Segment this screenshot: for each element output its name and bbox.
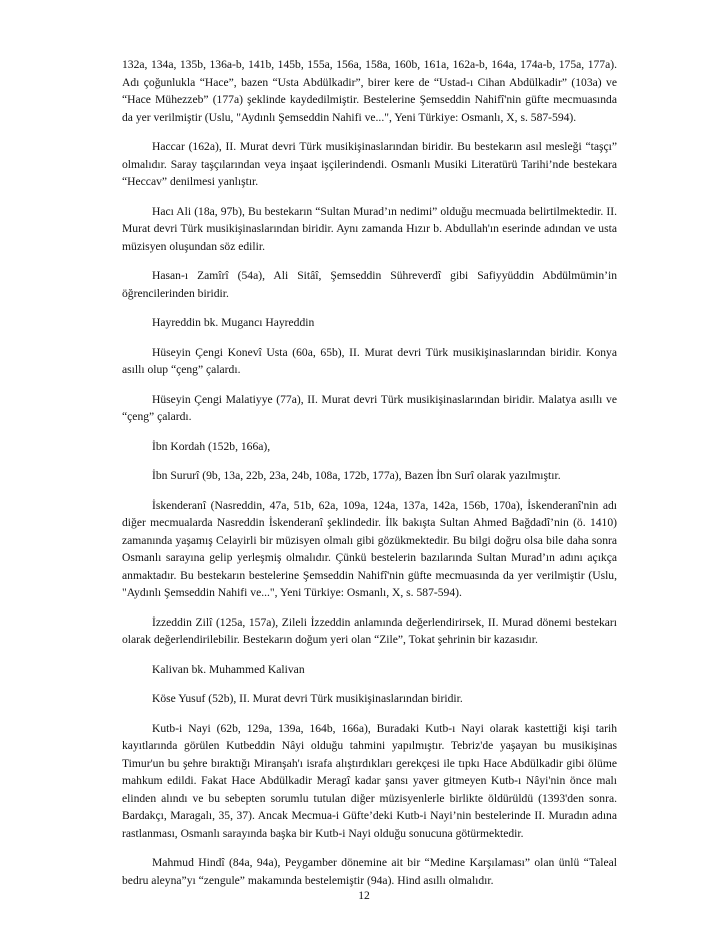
paragraph: Hüseyin Çengi Malatiyye (77a), II. Murat devri Türk musikişinaslarından biridir. Malatya asıllı ve “çeng” çalardı. — [122, 392, 617, 423]
paragraph: Kutb-i Nayi (62b, 129a, 139a, 164b, 166a), Buradaki Kutb-ı Nayi olarak kastettiği kişi tarih kayıtlarında görülen Kutbeddin Nâyi olduğu tahmini yapılmıştır. Tebriz'de yaşayan bu musikişinas Timur'un bu şehre bıraktığı Miranşah'ı israfa alıştırdıkları gerekçesi ile tıpkı Hace Abdülkadir gibi ölüme mahkum edildi. Fakat Hace Abdülkadir Meragî kadar şansı yaver gitmeyen Kutb-ı Nâyi'nin önce malı elinden alındı ve bu sebepten sorumlu tutulan diğer müzisyenlerle birlikte öldürüldü (1393'den sonra. Bardakçı, Maragalı, 35, 37). Ancak Mecmua-i Güfte’deki Kutb-i Nayi’nin bestelerinde II. Muradın adına rastlanması, Osmanlı sarayında başka bir Kutb-i Nayi olduğu sonucuna götürmektedir. — [122, 721, 617, 840]
paragraph: Hacı Ali (18a, 97b), Bu bestekarın “Sultan Murad’ın nedimi” olduğu mecmuada belirtilmektedir. II. Murat devri Türk musikişinaslarından biridir. Aynı zamanda Hızır b. Abdullah'ın eserinde adından ve usta müzisyen oluşundan söz edilir. — [122, 204, 617, 253]
paragraph: Köse Yusuf (52b), II. Murat devri Türk musikişinaslarından biridir. — [152, 692, 463, 705]
page-body — [122, 56, 617, 901]
paragraph: Kalivan bk. Muhammed Kalivan — [152, 662, 305, 676]
paragraph: Hasan-ı Zamîrî (54a), Ali Sitâî, Şemseddin Sühreverdî gibi Safiyyüddin Abdülmümin’in öğrencilerinden biridir. — [122, 269, 617, 300]
paragraph: İskenderanî (Nasreddin, 47a, 51b, 62a, 109a, 124a, 137a, 142a, 156b, 170a), İskenderanî'nin adı diğer mecmualarda Nasreddin İskenderanî şeklindedir. İlk bakışta Sultan Ahmed Bağdadî’nin (ö. 1410) zamanında yaşamış Celayirli bir müzisyen olmalı gibi gözükmektedir. Bu bilgi doğru olsa bile daha sonra Osmanlı sarayına gelip yerleşmiş olmalıdır. Çünkü bestelerin bazılarında Sultan Murad’ın adını açıkça anmaktadır. Bu bestekarın bestelerine Şemseddin Nahifî'nin güfte mecmuasında da yer verilmiştir (Uslu, "Aydınlı Şemseddin Nahifi ve...", Yeni Türkiye: Osmanlı, X, s. 587-594). — [122, 498, 617, 599]
paragraph: Hüseyin Çengi Konevî Usta (60a, 65b), II. Murat devri Türk musikişinaslarından biridir. Konya asıllı olup “çeng” çalardı. — [122, 345, 617, 376]
paragraph: İbn Kordah (152b, 166a), — [152, 439, 271, 453]
page-number: 12 — [358, 889, 370, 902]
paragraph: İzzeddin Zilî (125a, 157a), Zileli İzzeddin anlamında değerlendirirsek, II. Murad dönemi bestekarı olarak değerlendirilebilir. Bestekarın doğum yeri olan “Zile”, Tokat şehrinin bir kazasıdır. — [122, 615, 617, 646]
paragraph: Haccar (162a), II. Murat devri Türk musikişinaslarından biridir. Bu bestekarın asıl mesleği “taşçı” olmalıdır. Saray taşçılarından veya inşaat işçilerindendi. Osmanlı Musiki Literatürü Tarihi’nde bestekara “Heccav” denilmesi yanlıştır. — [122, 140, 617, 188]
paragraph: İbn Sururî (9b, 13a, 22b, 23a, 24b, 108a, 172b, 177a), Bazen İbn Surî olarak yazılmıştır. — [152, 469, 561, 482]
paragraph: Mahmud Hindî (84a, 94a), Peygamber dönemine ait bir “Medine Karşılaması” olan ünlü “Taleal bedru aleyna”yı “zengule” makamında bestelemiştir (94a). Hind asıllı olmalıdır. — [122, 856, 617, 887]
paragraph: Hayreddin bk. Mugancı Hayreddin — [152, 316, 315, 329]
paragraph: 132a, 134a, 135b, 136a-b, 141b, 145b, 155a, 156a, 158a, 160b, 161a, 162a-b, 164a, 174a-b, 175a, 177a). Adı çoğunlukla “Hace”, bazen “Usta Abdülkadir”, birer kere de “Ustad-ı Cihan Abdülkadir” (103a) ve “Hace Mühezzeb” (177a) şeklinde kaydedilmiştir. Bestelerine Şemseddin Nahifî'nin güfte mecmuasında da yer verilmiştir (Uslu, "Aydınlı Şemseddin Nahifi ve...", Yeni Türkiye: Osmanlı, X, s. 587-594). — [122, 58, 617, 124]
